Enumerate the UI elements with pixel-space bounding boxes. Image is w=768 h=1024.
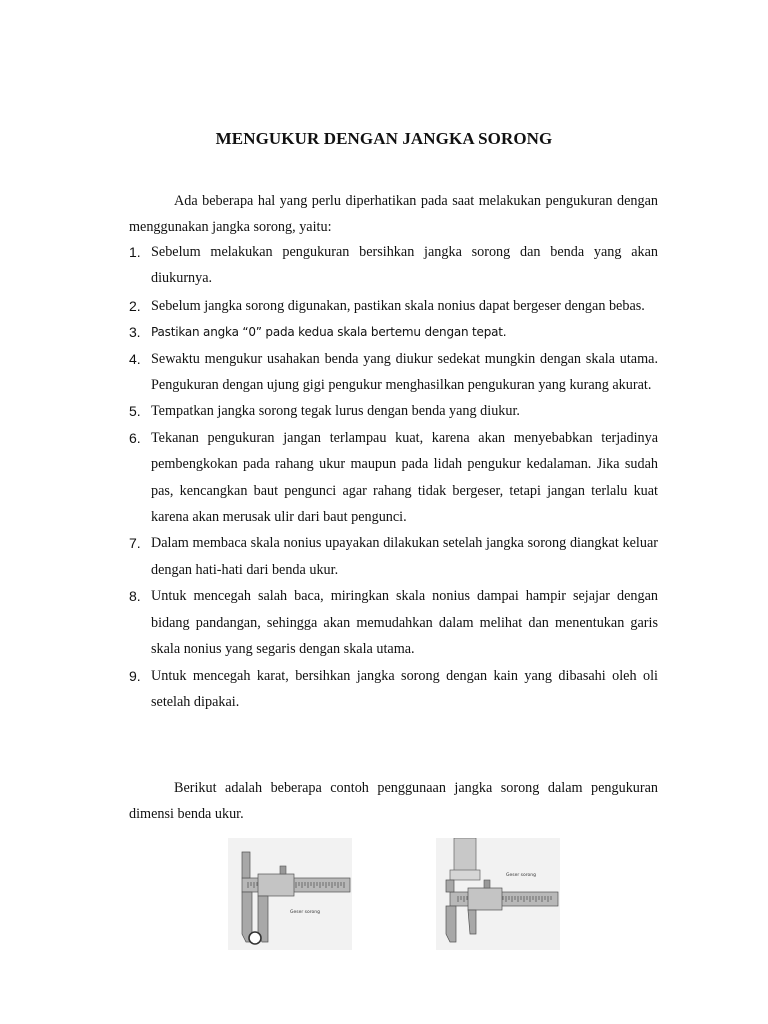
caliper-depth-figure bbox=[436, 838, 560, 950]
list-item-number: 5. bbox=[129, 403, 141, 420]
list-item-number: 7. bbox=[129, 535, 141, 552]
list-item-number: 4. bbox=[129, 350, 141, 367]
list-item bbox=[129, 398, 658, 424]
list-item-number: 3. bbox=[129, 324, 141, 341]
list-item-text: Sewaktu mengukur usahakan benda yang diukur sedekat mungkin dengan skala utama. Pengukuran dengan ujung gigi pengukur menghasilkan pengukuran yang kurang akurat. bbox=[151, 350, 658, 394]
list-item-text: Tekanan pengukuran jangan terlampau kuat, karena akan menyebabkan terjadinya pembengkokan pada rahang ukur maupun pada lidah pengukur kedalaman. Jika sudah pas, kencangkan baut pengunci agar rahang tidak bergeser, tetapi jangan terlalu kuat karena akan merusak ulir dari baut pengunci. bbox=[151, 429, 658, 526]
list-item bbox=[129, 663, 658, 716]
steps-list bbox=[129, 239, 658, 715]
list-item bbox=[129, 583, 658, 662]
page-title: MENGUKUR DENGAN JANGKA SORONG bbox=[215, 129, 553, 148]
list-item-number: 9. bbox=[129, 667, 141, 684]
list-item-text: Untuk mencegah salah baca, miringkan skala nonius dampai hampir sejajar dengan bidang pandangan, sehingga akan memudahkan dalam melihat dan menentukan garis skala nonius yang segaris dengan skala utama. bbox=[151, 588, 658, 658]
caliper-outside-figure bbox=[228, 838, 352, 950]
list-item-number: 6. bbox=[129, 429, 141, 446]
list-item-text: Sebelum melakukan pengukuran bersihkan jangka sorong dan benda yang akan diukurnya. bbox=[151, 244, 658, 287]
list-item bbox=[129, 293, 658, 319]
list-item bbox=[129, 319, 658, 345]
list-item-text: Untuk mencegah karat, bersihkan jangka sorong dengan kain yang dibasahi oleh oli setelah dipakai. bbox=[151, 667, 658, 710]
list-item bbox=[129, 239, 658, 292]
list-item-number: 8. bbox=[129, 588, 141, 605]
figure-label: Geser sorong bbox=[506, 873, 536, 878]
closing-paragraph: Berikut adalah beberapa contoh penggunaan jangka sorong dalam pengukuran dimensi benda ukur. bbox=[129, 780, 658, 823]
list-item-text: Sebelum jangka sorong digunakan, pastikan skala nonius dapat bergeser dengan bebas. bbox=[151, 297, 645, 314]
intro-paragraph: Ada beberapa hal yang perlu diperhatikan pada saat melakukan pengukuran dengan menggunakan jangka sorong, yaitu: bbox=[129, 193, 658, 236]
list-item bbox=[129, 346, 658, 399]
list-item bbox=[129, 425, 658, 531]
list-item-text: Pastikan angka “0” pada kedua skala bertemu dengan tepat. bbox=[151, 325, 507, 340]
list-item-number: 2. bbox=[129, 297, 141, 314]
vernier-caliper-outside-icon bbox=[228, 838, 352, 950]
vernier-caliper-depth-icon bbox=[436, 838, 560, 950]
list-item-number: 1. bbox=[129, 244, 141, 260]
list-item bbox=[129, 530, 658, 583]
list-item-text: Dalam membaca skala nonius upayakan dilakukan setelah jangka sorong diangkat keluar dengan hati-hati dari benda ukur. bbox=[151, 535, 658, 578]
figure-label: Geser sorong bbox=[290, 910, 320, 915]
list-item-text: Tempatkan jangka sorong tegak lurus dengan benda yang diukur. bbox=[151, 403, 520, 420]
